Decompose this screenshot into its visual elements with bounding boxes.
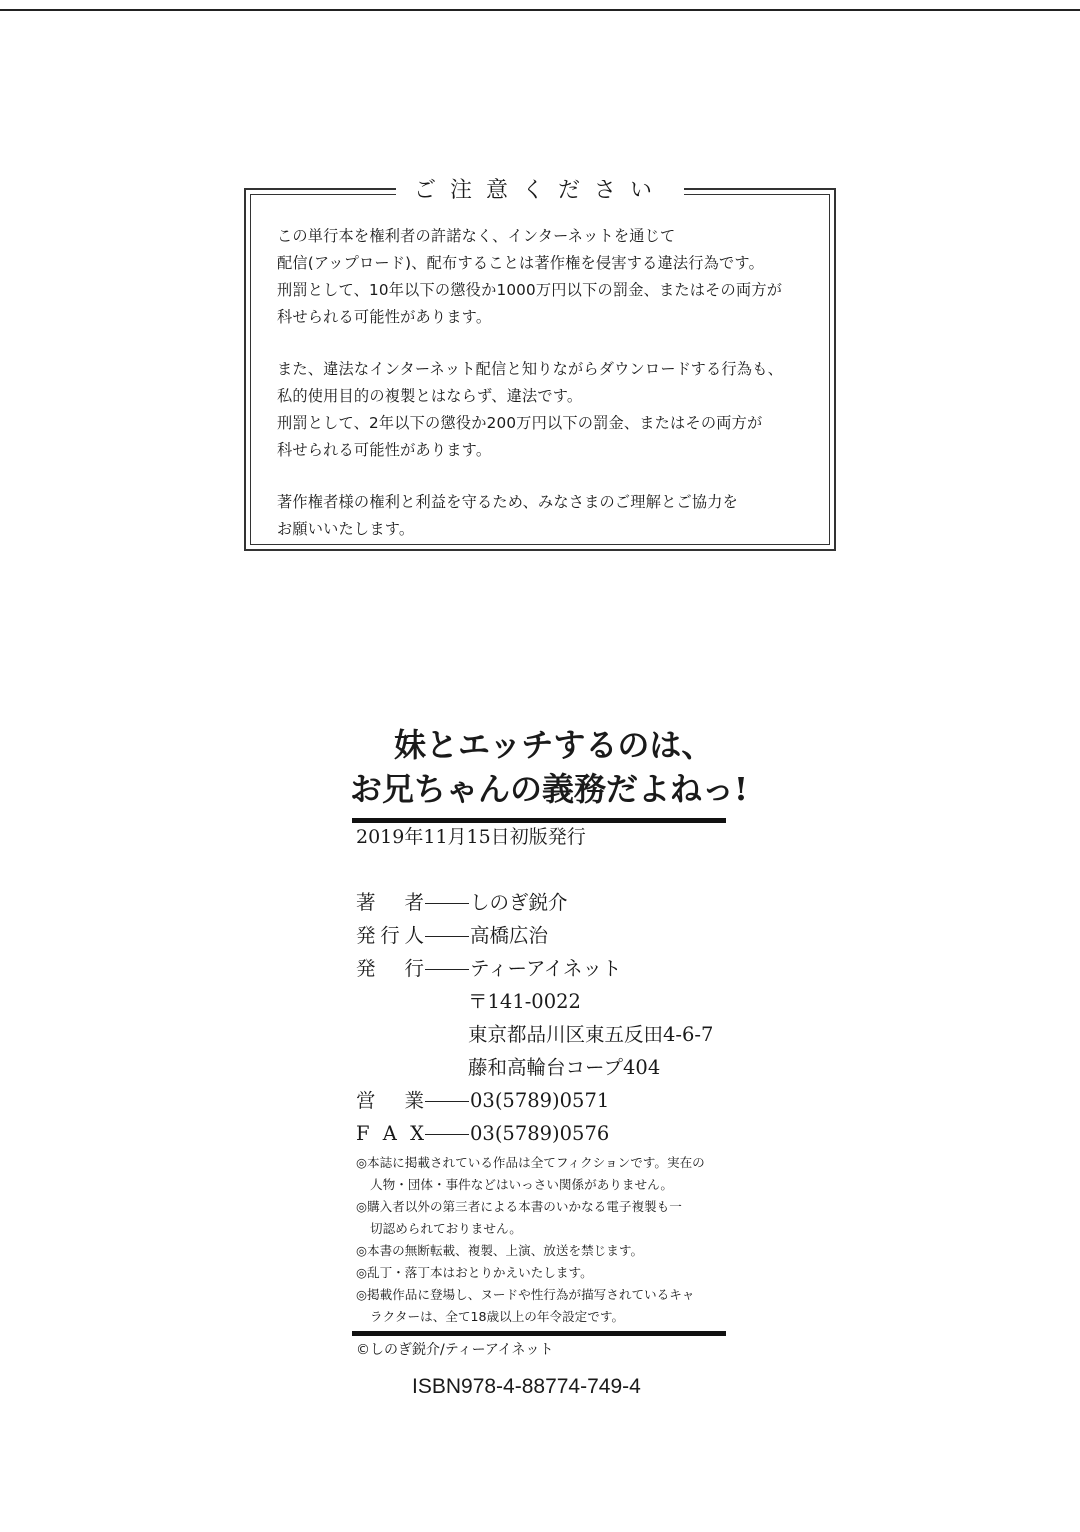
author-value: しのぎ鋭介 [470, 891, 568, 914]
book-title-line2: お兄ちゃんの義務だよねっ! [350, 770, 749, 808]
issuer-label [356, 952, 424, 985]
label-char: 業 [404, 1089, 424, 1112]
fine-print-item [356, 1284, 736, 1328]
publisher-value: 高橋広治 [470, 924, 549, 947]
label-char: 著 [356, 891, 376, 914]
leader-dash [425, 969, 469, 970]
label-char: 人 [404, 924, 424, 947]
issuer-row [356, 952, 756, 985]
label-char: 発 [356, 957, 376, 980]
copyright-notice-box [244, 178, 836, 551]
notice-title-bar [251, 176, 829, 206]
address-line2-text: 藤和高輪台コープ404 [468, 1056, 661, 1079]
isbn: ISBN978-4-88774-749-4 [412, 1375, 641, 1398]
label-char: 行 [404, 957, 424, 980]
address-line2 [356, 1051, 756, 1084]
notice-paragraph-upload [277, 223, 817, 331]
label-char: 行 [380, 924, 400, 947]
address-line1 [356, 1018, 756, 1051]
notice-line: 著作権者様の権利と利益を守るため、みなさまのご理解とご協力を [277, 493, 739, 511]
address-line1-text: 東京都品川区東五反田4-6-7 [468, 1023, 714, 1046]
notice-line: 刑罰として、10年以下の懲役か1000万円以下の罰金、またはその両方が [277, 281, 783, 299]
fine-print-line: ◎購入者以外の第三者による本書のいかなる電子複製も一 [356, 1199, 682, 1214]
notice-line: お願いいたします。 [277, 520, 415, 538]
leader-dash [425, 936, 469, 937]
fine-print-item [356, 1240, 736, 1262]
footer-divider [352, 1331, 726, 1336]
notice-line: 科せられる可能性があります。 [277, 441, 492, 459]
publisher-label [356, 919, 424, 952]
notice-inner-frame [250, 178, 830, 545]
notice-line: 刑罰として、2年以下の懲役か200万円以下の罰金、またはその両方が [277, 414, 763, 432]
top-border-line [0, 9, 1080, 11]
fax-label [356, 1117, 424, 1150]
sales-phone: 03(5789)0571 [470, 1089, 610, 1112]
fine-print-item [356, 1262, 736, 1284]
fine-print-item [356, 1152, 736, 1196]
postal-code-text: 〒141-0022 [468, 990, 581, 1013]
fine-print-line: 切認められておりません。 [370, 1221, 522, 1236]
label-char: 発 [356, 924, 376, 947]
label-char: A [382, 1122, 397, 1145]
notice-paragraph-download [277, 356, 817, 464]
notice-line: この単行本を権利者の許諾なく、インターネットを通じて [277, 227, 676, 245]
author-row [356, 886, 756, 919]
notice-line: 配信(アップロード)、配布することは著作権を侵害する違法行為です。 [277, 254, 764, 272]
sales-row [356, 1084, 756, 1117]
notice-line: 私的使用目的の複製とはならず、違法です。 [277, 387, 583, 405]
fine-print-line: ラクターは、全て18歳以上の年令設定です。 [370, 1309, 625, 1324]
publication-info [356, 886, 756, 1150]
label-char: F [356, 1122, 370, 1145]
label-char: 者 [404, 891, 424, 914]
leader-dash [425, 1101, 469, 1102]
notice-line: また、違法なインターネット配信と知りながらダウンロードする行為も、 [277, 360, 783, 378]
fine-print-line: ◎乱丁・落丁本はおとりかえいたします。 [356, 1265, 593, 1280]
label-char: 営 [356, 1089, 376, 1112]
book-title-line1: 妹とエッチするのは、 [394, 726, 714, 764]
fax-number: 03(5789)0576 [470, 1122, 610, 1145]
notice-line: 科せられる可能性があります。 [277, 308, 492, 326]
leader-dash [425, 903, 469, 904]
fine-print-line: 人物・団体・事件などはいっさい関係がありません。 [370, 1177, 674, 1192]
sales-label [356, 1084, 424, 1117]
fine-print-line: ◎掲載作品に登場し、ヌードや性行為が描写されているキャ [356, 1287, 695, 1302]
fine-print-item [356, 1196, 736, 1240]
author-label [356, 886, 424, 919]
leader-dash [425, 1134, 469, 1135]
fine-print-line: ◎本書の無断転載、複製、上演、放送を禁じます。 [356, 1243, 644, 1258]
publisher-row [356, 919, 756, 952]
copyright-line: ©しのぎ鋭介/ティーアイネット [356, 1342, 554, 1358]
notice-paragraph-request [277, 489, 817, 543]
publication-date: 2019年11月15日初版発行 [356, 826, 586, 848]
issuer-value: ティーアイネット [470, 957, 622, 980]
notice-body [277, 223, 817, 568]
notice-title: ご注意ください [396, 176, 684, 206]
postal-code [356, 985, 756, 1018]
label-char: X [410, 1122, 424, 1145]
fax-row [356, 1117, 756, 1150]
book-title [350, 723, 750, 811]
fine-print [356, 1152, 736, 1328]
fine-print-line: ◎本誌に掲載されている作品は全てフィクションです。実在の [356, 1155, 705, 1170]
